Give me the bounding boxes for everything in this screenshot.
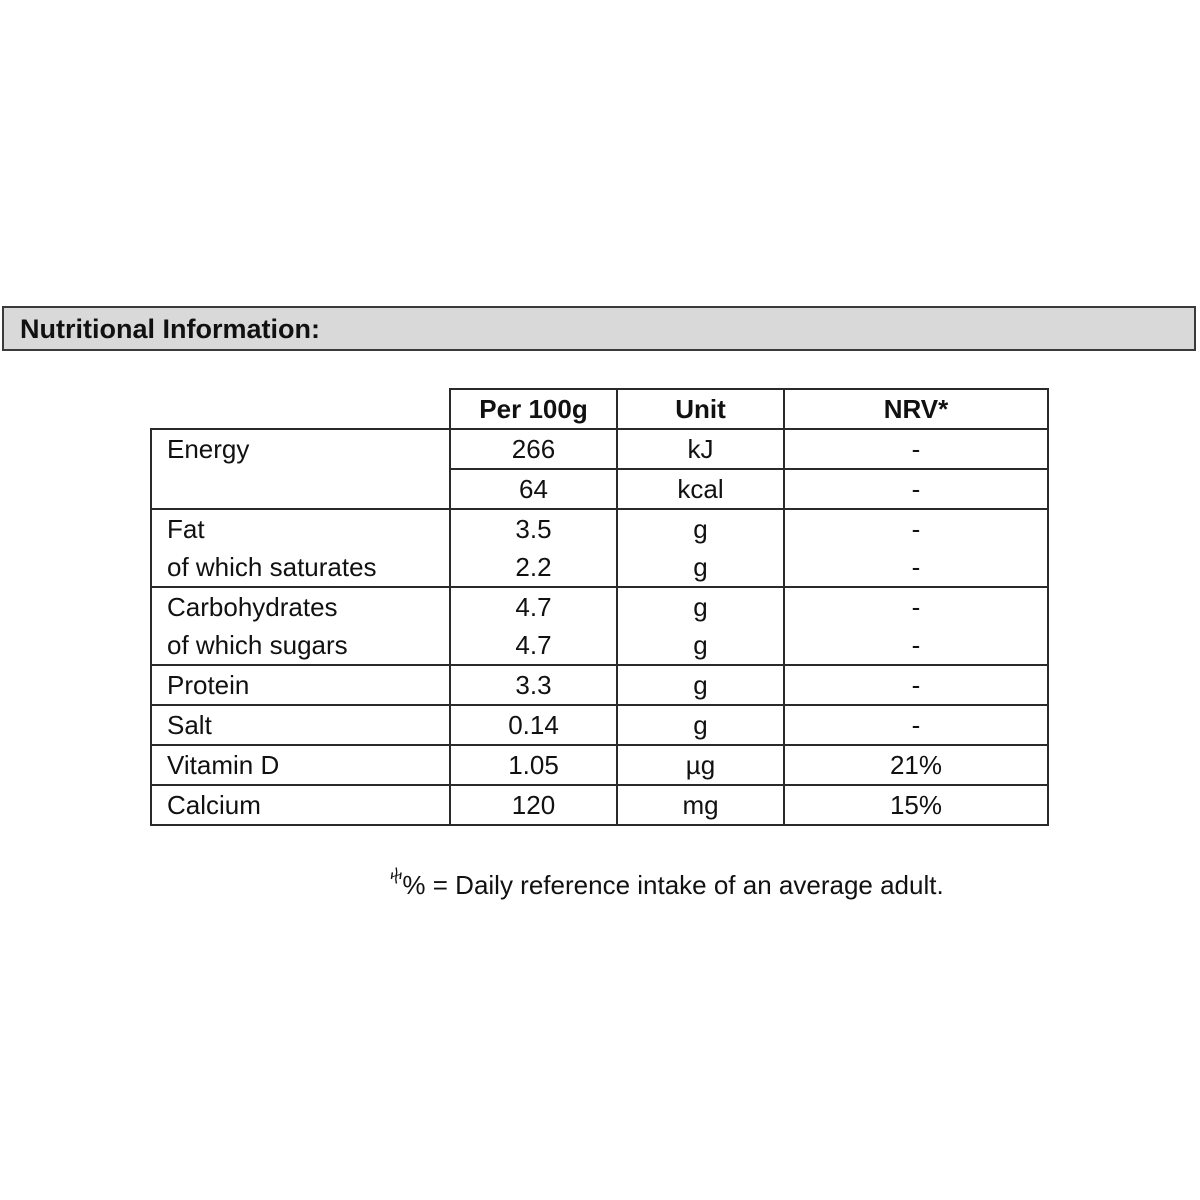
cell-line: Calcium <box>167 790 261 820</box>
cell-line: 21% <box>889 750 943 780</box>
nutrient-name-cell <box>151 509 450 587</box>
cell-line: Vitamin D <box>167 750 280 780</box>
column-header-unit: Unit <box>617 389 784 429</box>
nutrient-name-cell <box>151 785 450 825</box>
nrv-cell <box>784 785 1048 825</box>
footnote <box>390 866 944 904</box>
footnote-marker: ⴕ <box>390 867 403 884</box>
cell-line: 3.5 <box>515 514 552 544</box>
nutrient-name-cell <box>151 745 450 785</box>
column-header-per-100g: Per 100g <box>450 389 617 429</box>
per-100g-value-cell <box>450 745 617 785</box>
table-header-row <box>151 389 1048 429</box>
cell-line: g <box>693 710 708 740</box>
nutrient-name-cell <box>151 705 450 745</box>
cell-line: mg <box>682 790 719 820</box>
cell-line: kcal <box>677 474 724 504</box>
per-100g-value-cell <box>450 705 617 745</box>
footnote-text: % = Daily reference intake of an average adult. <box>402 870 944 900</box>
unit-cell <box>617 429 784 469</box>
nutrition-table <box>150 388 1049 826</box>
nrv-cell <box>784 705 1048 745</box>
cell-line: µg <box>685 750 716 780</box>
table-row <box>151 785 1048 825</box>
per-100g-value-cell <box>450 509 617 587</box>
per-100g-value-cell <box>450 587 617 665</box>
unit-cell <box>617 587 784 665</box>
cell-line: Salt <box>167 710 212 740</box>
table-row <box>151 509 1048 587</box>
unit-cell <box>617 785 784 825</box>
cell-line: 4.7 <box>515 630 552 660</box>
cell-line: - <box>911 710 921 740</box>
cell-line: - <box>911 592 921 622</box>
nrv-cell <box>784 509 1048 587</box>
unit-cell <box>617 469 784 509</box>
cell-line: - <box>911 670 921 700</box>
cell-line: - <box>911 630 921 660</box>
table-row <box>151 587 1048 665</box>
cell-line: 64 <box>519 474 548 504</box>
nutrient-name-cell <box>151 429 450 509</box>
cell-line: of which saturates <box>167 552 377 582</box>
per-100g-value-cell <box>450 665 617 705</box>
cell-line: - <box>911 434 921 464</box>
per-100g-value-cell <box>450 429 617 469</box>
cell-line: Fat <box>167 514 205 544</box>
cell-line: - <box>911 552 921 582</box>
cell-line: 2.2 <box>515 552 552 582</box>
cell-line: g <box>693 630 708 660</box>
nutrient-name-cell <box>151 587 450 665</box>
nutrient-name-cell <box>151 665 450 705</box>
cell-line: g <box>693 552 708 582</box>
cell-line: g <box>693 670 708 700</box>
section-header-bar <box>2 306 1196 351</box>
nutrition-table-body <box>151 429 1048 825</box>
cell-line: - <box>911 474 921 504</box>
per-100g-value-cell <box>450 469 617 509</box>
cell-line <box>167 468 449 506</box>
cell-line: 266 <box>511 434 556 464</box>
unit-cell <box>617 745 784 785</box>
cell-line: - <box>911 514 921 544</box>
cell-line: Energy <box>167 434 250 464</box>
per-100g-value-cell <box>450 785 617 825</box>
cell-line: g <box>693 592 708 622</box>
cell-line: kJ <box>687 434 714 464</box>
table-row <box>151 665 1048 705</box>
nrv-cell <box>784 429 1048 469</box>
unit-cell <box>617 509 784 587</box>
nrv-cell <box>784 745 1048 785</box>
cell-line: 3.3 <box>515 670 552 700</box>
cell-line: 15% <box>889 790 943 820</box>
cell-line: of which sugars <box>167 630 348 660</box>
cell-line: Carbohydrates <box>167 592 338 622</box>
unit-cell <box>617 665 784 705</box>
blank-header-cell <box>151 389 450 429</box>
table-row <box>151 705 1048 745</box>
column-header-nrv: NRV* <box>784 389 1048 429</box>
cell-line: 120 <box>511 790 556 820</box>
cell-line: 0.14 <box>508 710 559 740</box>
cell-line: 1.05 <box>508 750 559 780</box>
unit-cell <box>617 705 784 745</box>
nrv-cell <box>784 587 1048 665</box>
cell-line: 4.7 <box>515 592 552 622</box>
table-row <box>151 429 1048 469</box>
table-row <box>151 745 1048 785</box>
nrv-cell <box>784 665 1048 705</box>
cell-line: g <box>693 514 708 544</box>
nrv-cell <box>784 469 1048 509</box>
section-title: Nutritional Information: <box>20 314 320 344</box>
cell-line: Protein <box>167 670 250 700</box>
